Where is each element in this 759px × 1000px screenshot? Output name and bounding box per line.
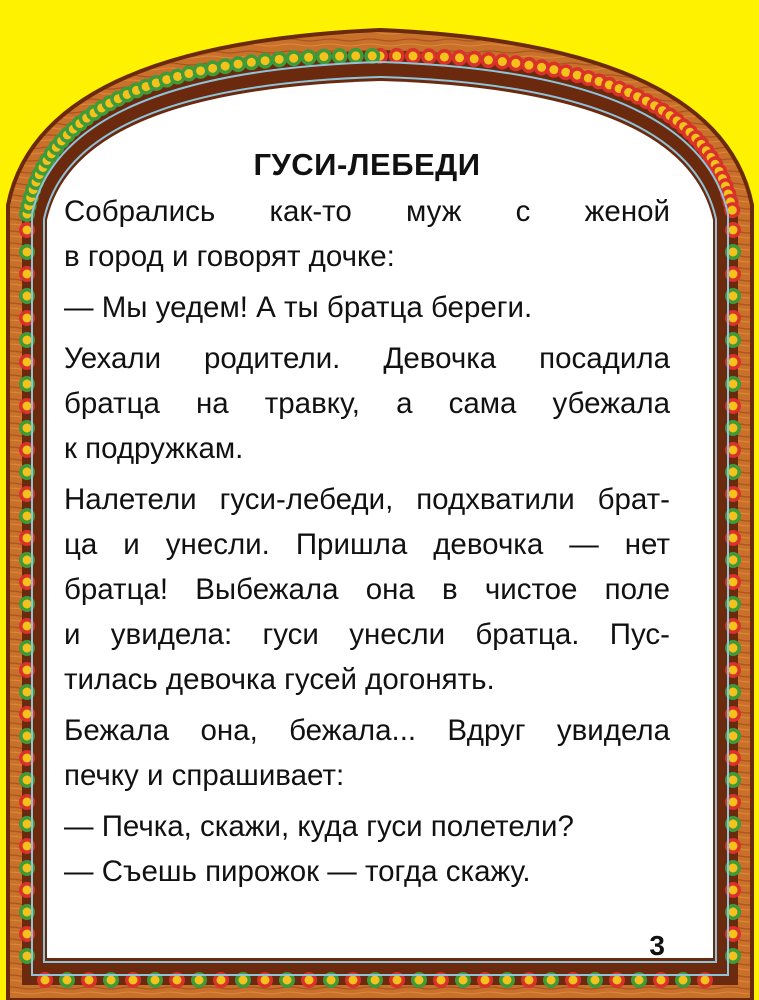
ornament-motif-center (23, 666, 32, 675)
ornament-motif-center (393, 976, 402, 985)
text-line-4: Уехали родители. Девочка посадила (64, 336, 670, 381)
ornament-motif-center (23, 402, 32, 411)
ornament-motif-center (23, 798, 32, 807)
text-line-14: — Печка, скажи, куда гуси полетели? (64, 804, 670, 849)
ornament-motif-center (349, 976, 358, 985)
text-line-3: — Мы уедем! А ты братца береги. (64, 285, 670, 330)
ornament-motif-center (261, 56, 270, 65)
text-line-5: братца на травку, а сама убежала (64, 381, 670, 426)
ornament-motif-center (729, 930, 738, 939)
ornament-motif-center (208, 64, 217, 73)
text-line-12: Бежала она, бежала... Вдруг увидела (64, 708, 670, 753)
ornament-motif-center (221, 62, 230, 71)
ornament-motif-center (729, 688, 738, 697)
ornament-motif-center (23, 578, 32, 587)
ornament-motif-center (547, 976, 556, 985)
ornament-motif-center (729, 358, 738, 367)
ornament-motif-center (561, 68, 570, 77)
ornament-motif-center (304, 53, 313, 62)
ornament-motif-center (23, 292, 32, 301)
ornament-motif-center (729, 490, 738, 499)
ornament-motif-center (524, 61, 533, 70)
page-title: ГУСИ-ЛЕБЕДИ (253, 147, 481, 182)
ornament-motif-center (728, 206, 737, 215)
ornament-motif-center (85, 976, 94, 985)
story-text (64, 143, 670, 894)
ornament-motif-center (283, 976, 292, 985)
ornament-motif-center (498, 57, 507, 66)
ornament-motif-center (335, 52, 344, 61)
ornament-motif-center (23, 622, 32, 631)
ornament-motif-center (569, 976, 578, 985)
ornament-motif-center (173, 72, 182, 81)
ornament-motif-center (657, 976, 666, 985)
ornament-motif-center (41, 976, 50, 985)
ornament-motif-center (591, 976, 600, 985)
ornament-motif-center (319, 52, 328, 61)
ornament-motif-center (525, 976, 534, 985)
ornament-motif-center (351, 51, 360, 60)
ornament-motif-center (371, 976, 380, 985)
text-line-9: братца! Выбежала она в чистое поле (64, 567, 670, 612)
ornament-motif-center (23, 336, 32, 345)
ornament-motif-center (289, 54, 298, 63)
ornament-motif-center (23, 776, 32, 785)
ornament-motif-center (729, 336, 738, 345)
ornament-motif-center (484, 56, 493, 65)
ornament-motif-center (701, 976, 710, 985)
ornament-motif-center (511, 59, 520, 68)
ornament-motif-center (23, 600, 32, 609)
ornament-motif-center (23, 512, 32, 521)
ornament-motif-center (729, 556, 738, 565)
ornament-motif-center (424, 52, 433, 61)
ornament-motif-center (729, 864, 738, 873)
text-line-13: печку и спрашивает: (64, 753, 670, 798)
ornament-motif-center (23, 886, 32, 895)
ornament-motif-center (327, 976, 336, 985)
ornament-motif-center (234, 60, 243, 69)
ornament-motif-center (23, 710, 32, 719)
ornament-motif-center (23, 556, 32, 565)
ornament-motif-center (261, 976, 270, 985)
ornament-motif-center (729, 644, 738, 653)
ornament-motif-center (23, 842, 32, 851)
ornament-motif-center (729, 776, 738, 785)
ornament-motif-center (196, 66, 205, 75)
ornament-motif-center (440, 52, 449, 61)
text-line-8: ца и унесли. Пришла девочка — нет (64, 522, 670, 567)
ornament-motif-center (23, 358, 32, 367)
ornament-motif-center (679, 976, 688, 985)
ornament-motif-center (305, 976, 314, 985)
ornament-motif-center (151, 976, 160, 985)
ornament-motif-center (729, 666, 738, 675)
ornament-motif-center (729, 226, 738, 235)
ornament-motif-center (63, 976, 72, 985)
ornament-motif-center (23, 446, 32, 455)
ornament-motif-center (23, 468, 32, 477)
ornament-motif-center (729, 380, 738, 389)
ornament-motif-center (503, 976, 512, 985)
ornament-motif-center (129, 976, 138, 985)
ornament-motif-center (23, 270, 32, 279)
ornament-motif-center (275, 55, 284, 64)
ornament-motif-center (23, 908, 32, 917)
ornament-motif-center (729, 468, 738, 477)
ornament-motif-center (217, 976, 226, 985)
ornament-motif-center (239, 976, 248, 985)
ornament-motif-center (23, 314, 32, 323)
ornament-motif-center (729, 512, 738, 521)
ornament-motif-center (23, 952, 32, 961)
ornament-motif-center (195, 976, 204, 985)
ornament-motif-center (635, 976, 644, 985)
ornament-motif-center (729, 952, 738, 961)
ornament-motif-center (23, 490, 32, 499)
text-line-1: Собрались как-то муж с женой (64, 189, 670, 234)
ornament-motif-center (23, 226, 32, 235)
ornament-motif-center (437, 976, 446, 985)
text-line-6: к подружкам. (64, 426, 670, 471)
ornament-motif-center (729, 292, 738, 301)
ornament-motif-center (613, 976, 622, 985)
ornament-motif-center (23, 248, 32, 257)
ornament-motif-center (470, 54, 479, 63)
ornament-motif-center (537, 63, 546, 72)
ornament-motif-center (247, 58, 256, 67)
ornament-motif-center (729, 622, 738, 631)
ornament-motif-center (729, 886, 738, 895)
ornament-motif-center (459, 976, 468, 985)
ornament-motif-center (392, 51, 401, 60)
text-line-2: в город и говорят дочке: (64, 234, 670, 279)
text-line-7: Налетели гуси-лебеди, подхватили брат- (64, 477, 670, 522)
ornament-motif-center (729, 600, 738, 609)
ornament-motif-center (729, 424, 738, 433)
ornament-motif-center (23, 380, 32, 389)
ornament-motif-center (23, 534, 32, 543)
ornament-motif-center (23, 820, 32, 829)
ornament-motif-center (455, 53, 464, 62)
ornament-motif-center (729, 798, 738, 807)
ornament-motif-center (729, 534, 738, 543)
ornament-motif-center (368, 51, 377, 60)
text-line-10: и увидела: гуси унесли братца. Пус- (64, 612, 670, 657)
ornament-motif-center (23, 644, 32, 653)
ornament-motif-center (549, 65, 558, 74)
ornament-motif-center (23, 688, 32, 697)
ornament-motif-center (729, 314, 738, 323)
page-number: 3 (649, 930, 665, 961)
ornament-motif-center (107, 976, 116, 985)
ornament-motif-center (729, 842, 738, 851)
ornament-motif-center (23, 864, 32, 873)
ornament-motif-center (729, 270, 738, 279)
ornament-motif-center (481, 976, 490, 985)
ornament-motif-center (408, 52, 417, 61)
ornament-motif-center (729, 402, 738, 411)
ornament-motif-center (23, 930, 32, 939)
ornament-motif-center (173, 976, 182, 985)
ornament-motif-center (729, 710, 738, 719)
ornament-motif-center (729, 578, 738, 587)
ornament-motif-center (729, 908, 738, 917)
text-line-15: — Съешь пирожок — тогда скажу. (64, 849, 670, 894)
ornament-motif-center (23, 424, 32, 433)
ornament-motif-center (729, 820, 738, 829)
ornament-motif-center (23, 732, 32, 741)
ornament-motif-center (23, 754, 32, 763)
ornament-motif-center (729, 754, 738, 763)
ornament-motif-center (729, 248, 738, 257)
ornament-motif-center (729, 732, 738, 741)
ornament-motif-center (415, 976, 424, 985)
ornament-motif-center (729, 446, 738, 455)
ornament-motif-center (184, 69, 193, 78)
text-line-11: тилась девочка гусей догонять. (64, 657, 670, 702)
